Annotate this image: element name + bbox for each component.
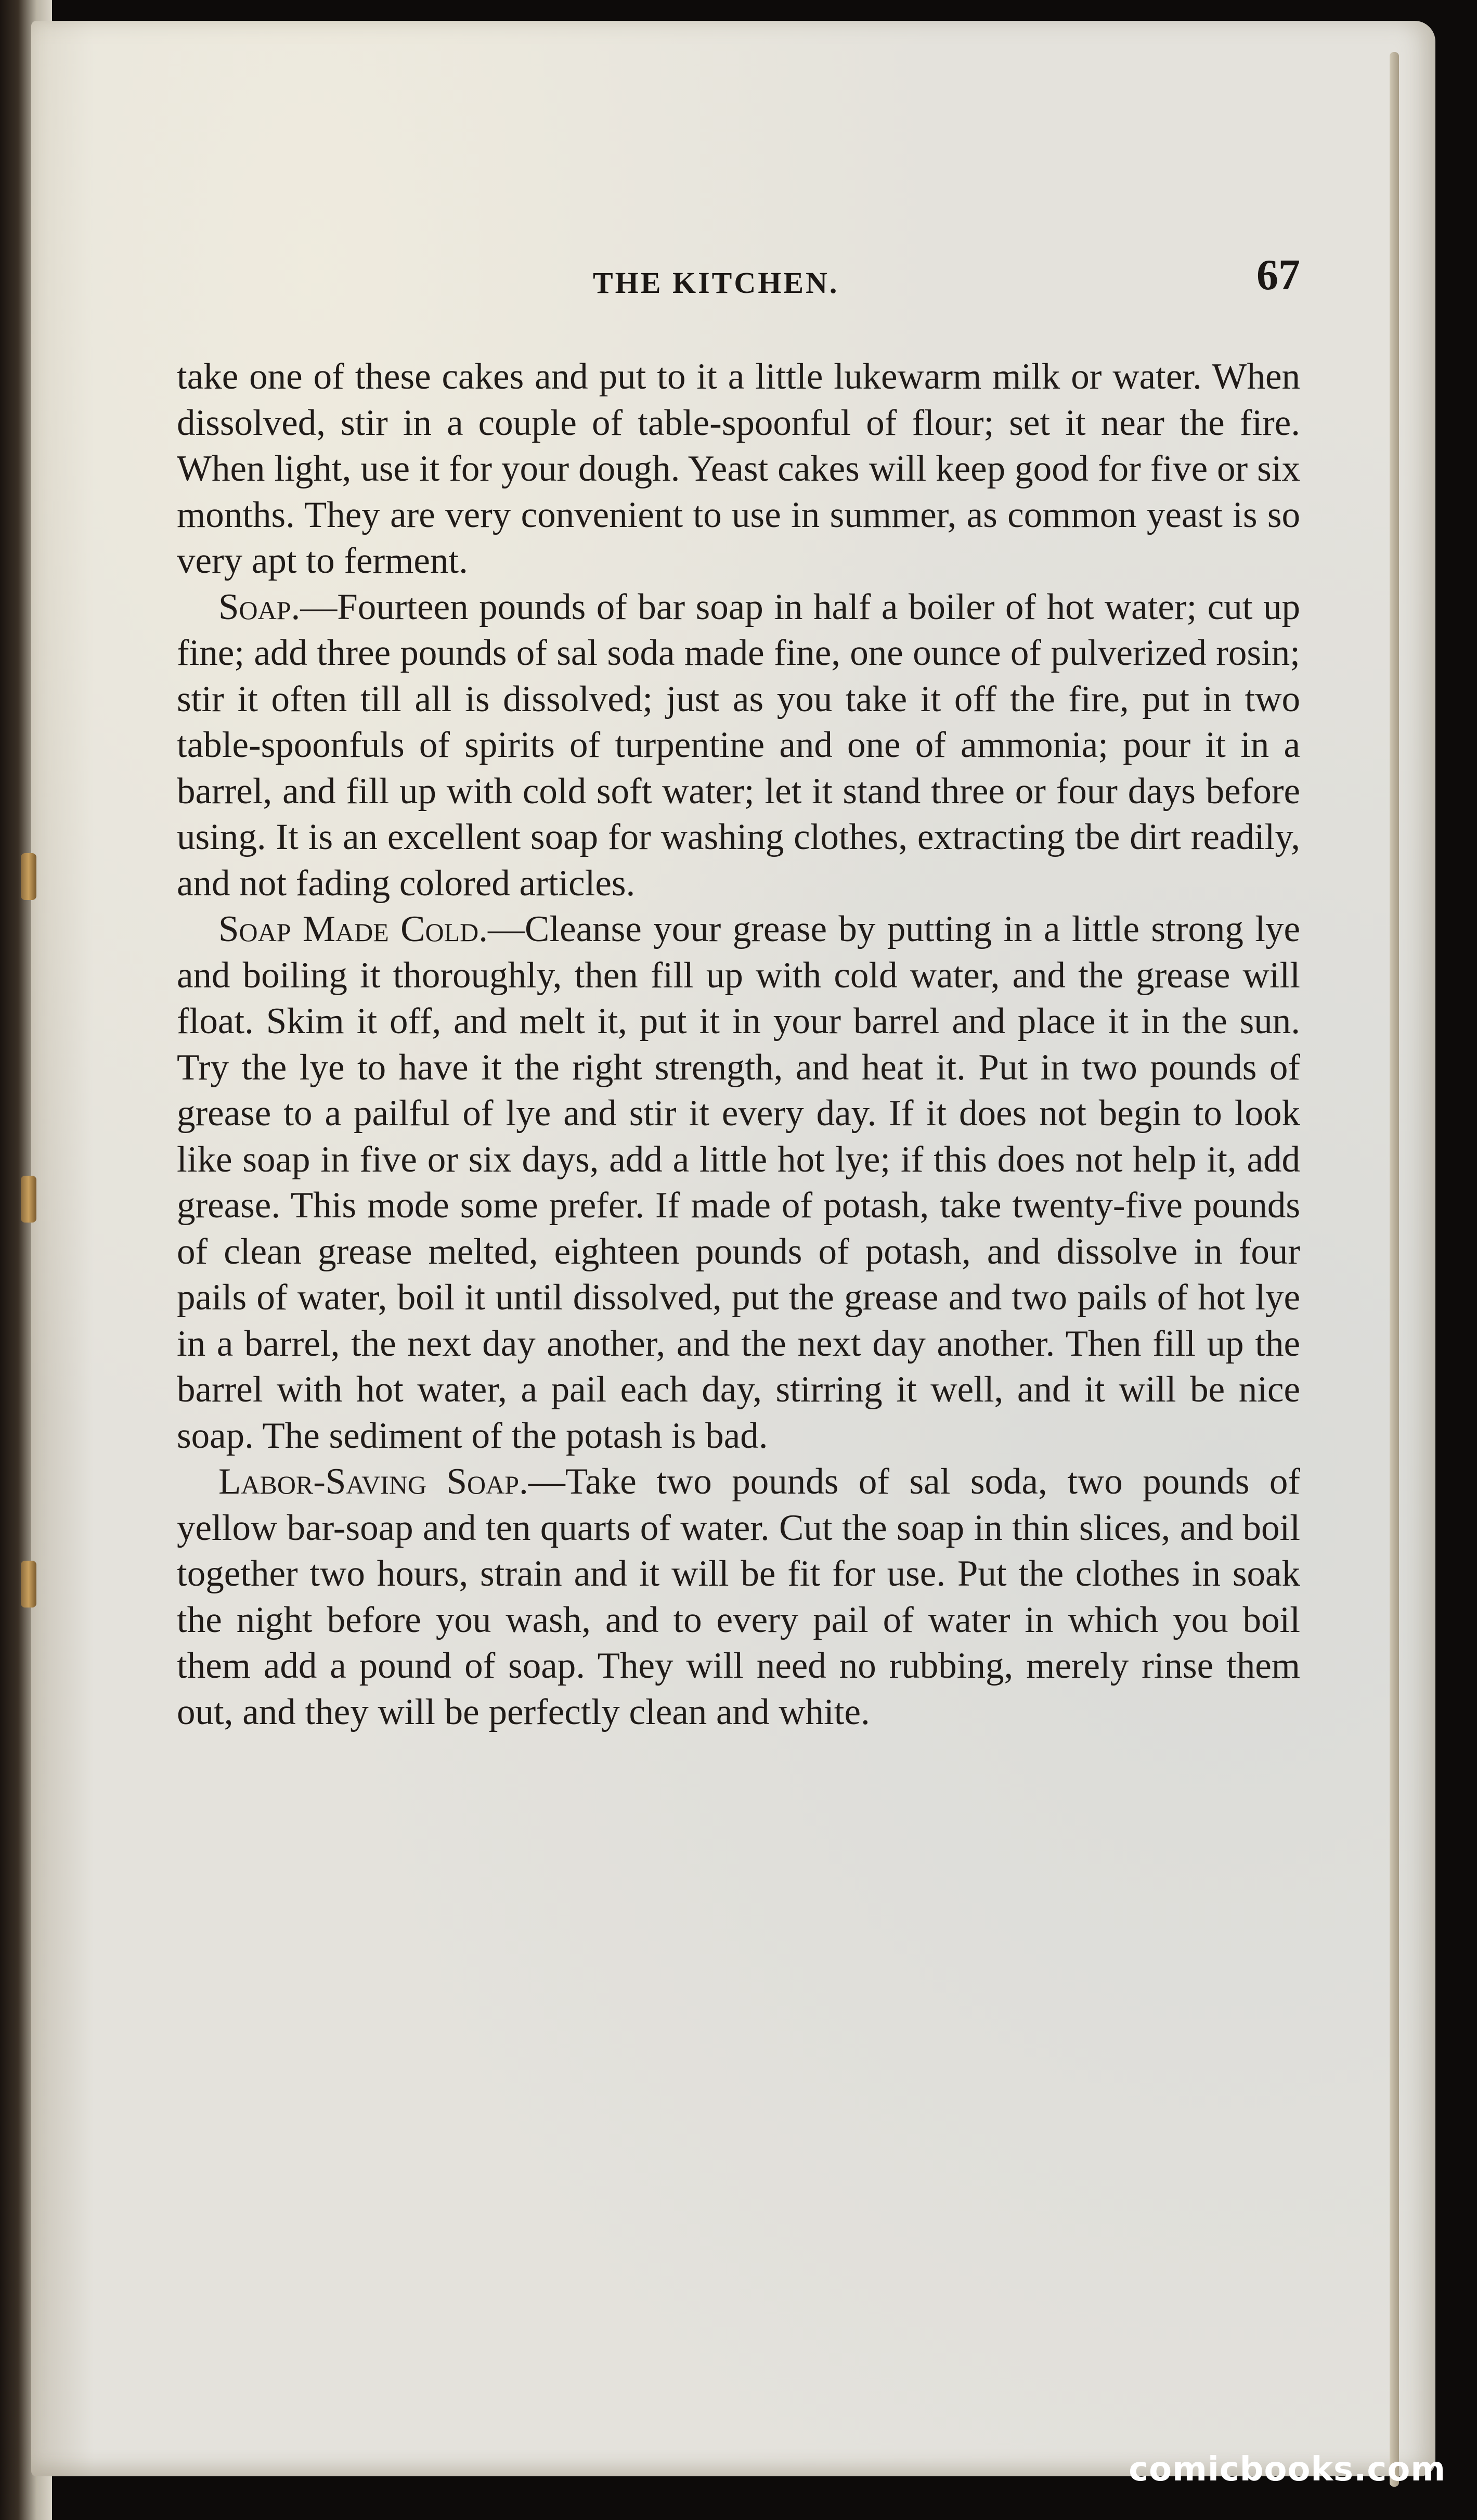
- paragraph-text: —Cleanse your grease by putting in a little strong lye and boiling it thoroughly, then fill up with cold water, and the grease will float. Skim it off, and melt it, put it in your barrel and place it in the sun. Try the lye to have it the right strength, and heat it. Put in two pounds of grease to a pailful of lye and stir it every day. If it does not begin to look like soap in five or six days, add a little hot lye; if this does not help it, add grease. This mode some prefer. If made of potash, take twenty-five pounds of clean grease melted, eighteen pounds of potash, and dissolve in four pails of water, boil it until dissolved, put the grease and two pails of hot lye in a barrel, the next day another, and the next day another. Then fill up the barrel with hot water, a pail each day, stirring it well, and it will be nice soap. The sediment of the potash is bad.: [177, 909, 1301, 1456]
- page-header: [187, 250, 1300, 312]
- page-number: 67: [1256, 251, 1300, 299]
- paragraph-heading: Labor-Saving Soap.: [218, 1461, 528, 1502]
- site-watermark: comicbooks.com: [1129, 2450, 1446, 2489]
- paragraph-text: —Fourteen pounds of bar soap in half a boiler of hot water; cut up fine; add three pounds of sal soda made fine, one ounce of pulverized rosin; stir it often till all is dissolved; just as you take it off the fire, put in two table-spoonfuls of spirits of turpentine and one of ammonia; pour it in a barrel, and fill up with cold soft water; let it stand three or four days before using. It is an excellent soap for washing clothes, extracting tbe dirt readily, and not fading colored articles.: [177, 586, 1300, 904]
- paragraph: [177, 906, 1300, 1459]
- binding-stitch: [21, 853, 36, 900]
- paragraph: [177, 584, 1300, 907]
- paragraph: [177, 1459, 1300, 1735]
- paragraph-text: —Take two pounds of sal soda, two pounds of yellow bar-soap and ten quarts of water. Cut the soap in thin slices, and boil together two hours, strain and it will be fit for use. Put the clothes in soak the night before you wash, and to every pail of water in which you boil them add a pound of soap. They will need no rubbing, merely rinse them out, and they will be perfectly clean and white.: [177, 1461, 1300, 1732]
- running-head: THE KITCHEN.: [593, 266, 839, 300]
- paragraph-heading: Soap.: [218, 586, 301, 627]
- page-edge: [1390, 52, 1399, 2487]
- binding-stitch: [21, 1176, 36, 1223]
- body-text: [177, 354, 1300, 1735]
- paragraph: [177, 354, 1300, 584]
- paragraph-heading: Soap Made Cold.: [218, 909, 488, 949]
- paragraph-text: take one of these cakes and put to it a little lukewarm milk or water. When dissolved, stir in a couple of table-spoonful of flour; set it near the fire. When light, use it for your dough. Yeast cakes will keep good for five or six months. They are very convenient to use in summer, as common yeast is so very apt to ferment.: [177, 356, 1300, 581]
- binding-stitch: [21, 1561, 36, 1608]
